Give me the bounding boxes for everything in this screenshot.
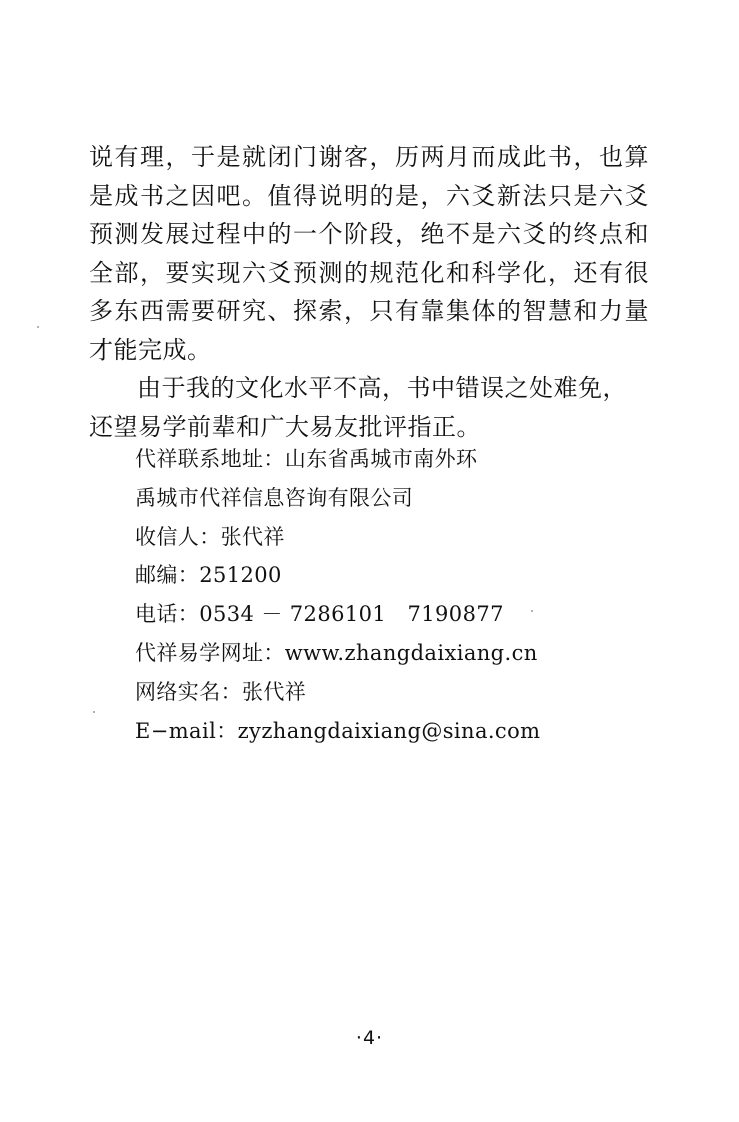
scan-speck [531, 610, 533, 612]
contact-phone: 电话：0534 － 7286101 7190877 [135, 602, 504, 627]
body-text [89, 138, 649, 446]
contact-recipient: 收信人：张代祥 [135, 524, 285, 549]
contact-address-line-2: 禹城市代祥信息咨询有限公司 [135, 485, 414, 510]
contact-postcode: 邮编：251200 [135, 563, 282, 588]
contact-email: E−mail：zyzhangdaixiang@sina.com [135, 718, 541, 743]
paragraph-1: 说有理，于是就闭门谢客，历两月而成此书，也算是成书之因吧。值得说明的是，六爻新法只是六爻预测发展过程中的一个阶段，绝不是六爻的终点和全部，要实现六爻预测的规范化和科学化，还有很多东西需要研究、探索，只有靠集体的智慧和力量才能完成。 [89, 143, 649, 364]
contact-net-name: 网络实名：张代祥 [135, 679, 307, 704]
scan-speck [37, 326, 39, 328]
page-number: ·4· [355, 1027, 384, 1049]
scan-speck [93, 711, 95, 713]
contact-website: 代祥易学网址：www.zhangdaixiang.cn [135, 640, 538, 665]
contact-address-line-1: 代祥联系地址：山东省禹城市南外环 [135, 447, 478, 471]
contact-block [135, 440, 655, 750]
paragraph-2: 由于我的文化水平不高，书中错误之处难免，还望易学前辈和广大易友批评指正。 [89, 374, 627, 441]
